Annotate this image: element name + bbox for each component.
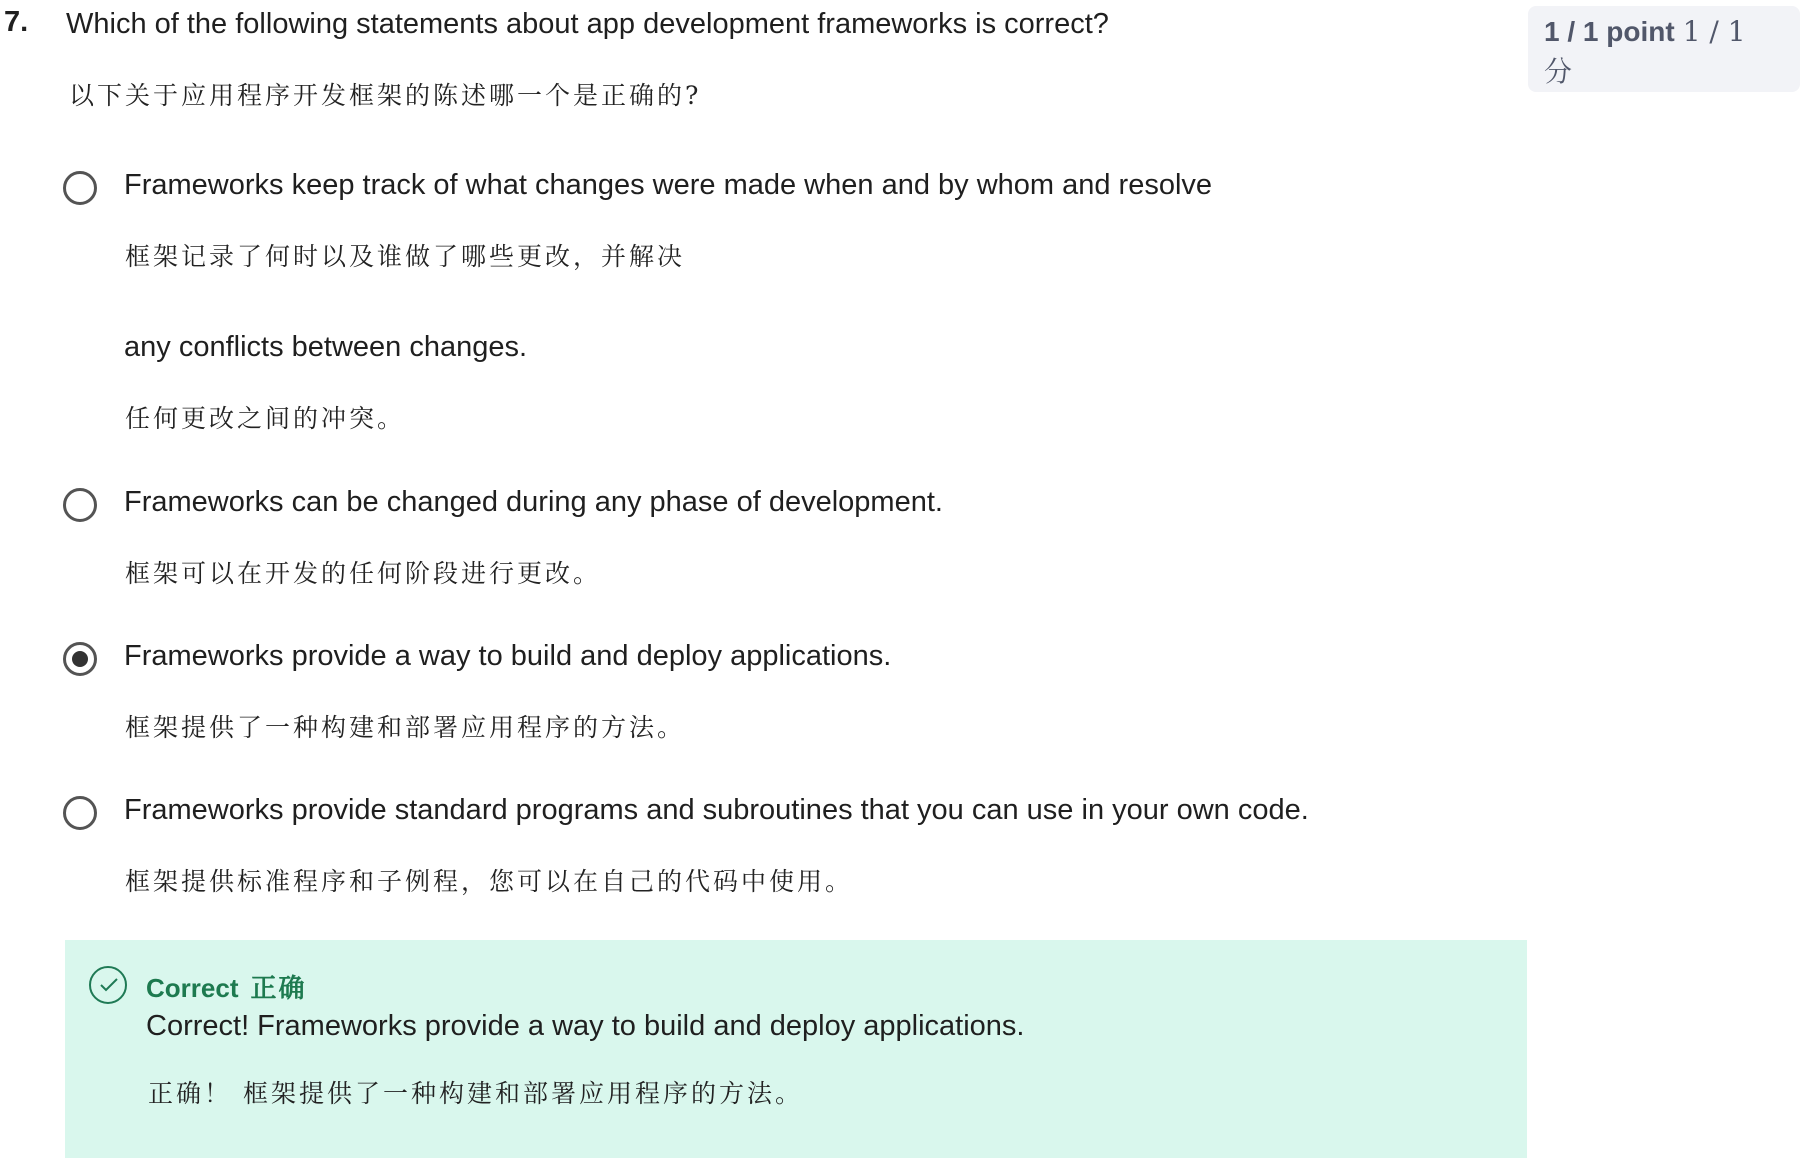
check-circle-icon xyxy=(89,966,127,1004)
feedback-box xyxy=(65,940,1527,1158)
radio-button-selected[interactable] xyxy=(63,642,97,676)
option-translation-continued: 任何更改之间的冲突。 xyxy=(125,404,406,433)
option-translation: 框架记录了何时以及谁做了哪些更改，并解决 xyxy=(125,242,686,271)
radio-button[interactable] xyxy=(63,171,97,205)
points-score-cn: 1 / 1 xyxy=(1682,15,1746,48)
points-badge xyxy=(1528,6,1800,92)
feedback-text: Correct! Frameworks provide a way to build and deploy applications. xyxy=(146,1010,1025,1042)
option-translation: 框架可以在开发的任何阶段进行更改。 xyxy=(125,559,602,588)
option-text: Frameworks keep track of what changes were made when and by whom and resolve xyxy=(124,169,1213,201)
points-score: 1 / 1 point xyxy=(1544,16,1675,47)
feedback-title-cn: 正确 xyxy=(250,974,307,1004)
option-translation: 框架提供标准程序和子例程，您可以在自己的代码中使用。 xyxy=(125,867,854,896)
feedback-title xyxy=(146,968,307,1005)
option-text-continued: any conflicts between changes. xyxy=(124,331,528,363)
radio-button[interactable] xyxy=(63,488,97,522)
feedback-translation: 正确！ 框架提供了一种构建和部署应用程序的方法。 xyxy=(148,1079,803,1108)
option-text: Frameworks can be changed during any phase of development. xyxy=(124,486,943,518)
question-text: Which of the following statements about app development frameworks is correct? xyxy=(66,8,1109,40)
question-number: 7. xyxy=(4,6,29,38)
option-text: Frameworks provide a way to build and deploy applications. xyxy=(124,640,892,672)
option-text: Frameworks provide standard programs and subroutines that you can use in your own code. xyxy=(124,794,1309,826)
feedback-title-en: Correct xyxy=(146,973,239,1003)
radio-button[interactable] xyxy=(63,796,97,830)
option-translation: 框架提供了一种构建和部署应用程序的方法。 xyxy=(125,713,686,742)
question-translation: 以下关于应用程序开发框架的陈述哪一个是正确的? xyxy=(69,81,702,110)
points-unit-cn: 分 xyxy=(1544,55,1573,88)
